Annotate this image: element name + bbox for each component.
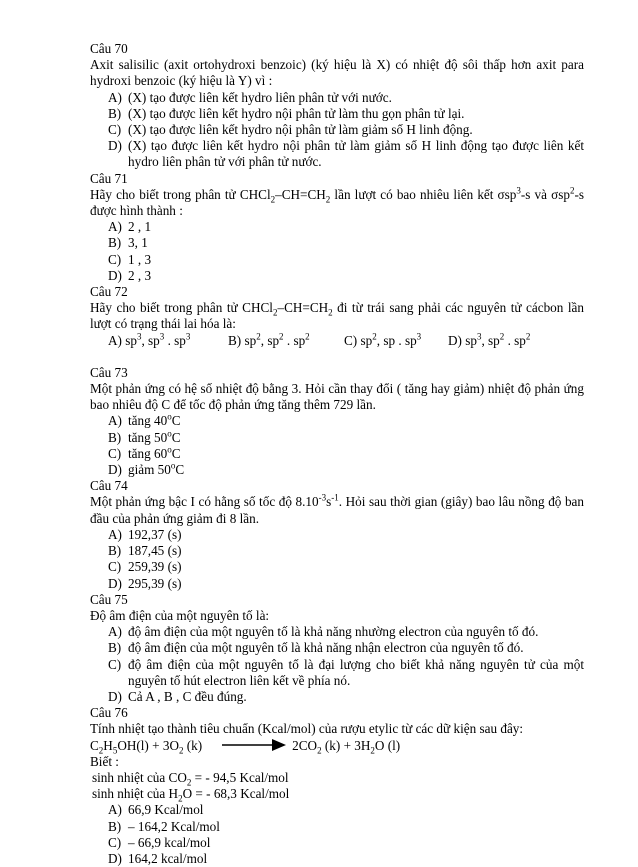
separator: , (376, 332, 384, 348)
question-75-option-b (108, 640, 584, 656)
question-70-option-b (108, 106, 584, 122)
subscript: 2 (370, 745, 375, 756)
question-73-option-b (108, 430, 584, 446)
superscript: 2 (256, 331, 261, 342)
question-72-option-a (108, 333, 228, 349)
option-text: (X) tạo được liên kết hydro nội phân tử làm giảm số H linh động tạo được liên kết hydro liên phân tử với phân tử nước. (128, 138, 584, 170)
question-76-option-d (108, 851, 584, 867)
option-text (128, 430, 584, 446)
separator: , (481, 332, 489, 348)
subscript: 2 (178, 745, 184, 756)
option-letter: B) (108, 818, 122, 834)
option-letter: C) (108, 559, 122, 575)
separator: . (164, 332, 175, 348)
question-72-stem (90, 300, 584, 332)
option-value: tăng 60 (128, 445, 168, 461)
option-value: giảm 50 (128, 462, 171, 478)
superscript: 2 (525, 331, 531, 342)
subscript: 2 (270, 194, 276, 205)
option-letter: D) (108, 462, 122, 478)
subscript: 2 (98, 745, 104, 756)
given-fact-h2o (92, 786, 584, 802)
degree-sign: o (170, 460, 176, 471)
equation-text: 2CO (292, 737, 318, 753)
option-text: 3, 1 (128, 235, 148, 251)
stem-text: -s và σsp (520, 186, 570, 202)
question-72-title: Câu 72 (90, 284, 128, 300)
subscript: 2 (178, 793, 183, 804)
option-text: độ âm điện của một nguyên tố là khả năng nhận electron của nguyên tố đó. (128, 640, 524, 656)
equation-text: (k) + 3H (321, 737, 371, 753)
option-text: sp (267, 332, 280, 348)
option-text (128, 413, 584, 429)
option-label: B) sp (228, 332, 257, 348)
option-letter: A) (108, 413, 122, 429)
stem-text: đi từ trái sang phải các nguyên tử cácbon lần lượt có trạng thái lai hóa là: (90, 300, 584, 332)
separator: . (395, 332, 405, 348)
subscript: 2 (325, 194, 331, 205)
question-71-option-b (108, 235, 584, 251)
option-letter: C) (108, 656, 122, 672)
degree-sign: o (167, 444, 172, 455)
option-unit: C (171, 429, 181, 445)
option-text: (X) tạo được liên kết hydro nội phân tử làm thu gọn phân tử lại. (128, 105, 465, 121)
superscript: 2 (569, 185, 575, 196)
option-letter: B) (108, 640, 122, 656)
option-letter: A) (108, 219, 122, 235)
question-74-option-b (108, 543, 584, 559)
question-71-option-c (108, 252, 584, 268)
option-unit: C (171, 413, 181, 429)
option-text (128, 462, 584, 478)
option-text (128, 446, 584, 462)
option-text: 2 , 1 (128, 219, 152, 235)
fact-text: O = - 68,3 Kcal/mol (182, 786, 290, 802)
option-text: 1 , 3 (128, 251, 152, 267)
option-text: sp (404, 332, 417, 348)
option-text: 192,37 (s) (128, 526, 182, 542)
option-letter: D) (108, 267, 122, 283)
superscript: -3 (318, 493, 327, 504)
question-70-option-d (108, 138, 584, 170)
question-74-option-c (108, 559, 584, 575)
equation-text: (k) (183, 737, 203, 753)
question-72-options (108, 333, 584, 349)
question-75-option-d (108, 689, 584, 705)
question-73-option-d (108, 462, 584, 478)
stem-text: -s được hình thành : (90, 186, 584, 219)
fact-text: sinh nhiệt của CO (92, 769, 187, 785)
option-letter: B) (108, 543, 122, 559)
option-letter: B) (108, 235, 122, 251)
question-74-stem (90, 494, 584, 526)
superscript: 3 (159, 331, 165, 342)
question-75-option-a (108, 624, 584, 640)
option-letter: C) (108, 445, 122, 461)
option-unit: C (175, 462, 185, 478)
question-70-title: Câu 70 (90, 41, 128, 56)
stem-text: Hãy cho biết trong phân tử CHCl (90, 300, 273, 316)
separator: . (504, 332, 515, 348)
option-letter: A) (108, 89, 122, 105)
separator: , (141, 332, 149, 348)
reaction-arrow-icon (222, 738, 286, 752)
option-letter: B) (108, 105, 122, 121)
question-70-option-a (108, 90, 584, 106)
question-76-option-b (108, 819, 584, 835)
question-74-option-a (108, 527, 584, 543)
option-value: tăng 40 (128, 413, 168, 429)
question-71-stem (90, 187, 584, 219)
equation-text: OH(l) + 3O (117, 737, 179, 753)
question-72-option-b (228, 333, 344, 349)
option-text: Cả A , B , C đều đúng. (128, 688, 247, 704)
equation-text: H (103, 737, 113, 753)
separator: . (283, 332, 294, 348)
option-text: sp (174, 332, 186, 348)
superscript: 2 (279, 331, 284, 342)
option-letter: A) (108, 802, 122, 818)
given-label: Biết : (90, 753, 119, 769)
question-71-option-d (108, 268, 584, 284)
option-text: sp (514, 332, 526, 348)
stem-text: Một phản ứng bậc I có hằng số tốc độ 8.10 (90, 494, 319, 510)
option-text: 259,39 (s) (128, 559, 182, 575)
question-73-title: Câu 73 (90, 364, 128, 380)
question-72-option-c (344, 333, 448, 349)
fact-text: = - 94,5 Kcal/mol (191, 769, 289, 785)
blank-line (90, 349, 584, 365)
superscript: 3 (185, 331, 191, 342)
option-text: 187,45 (s) (128, 543, 182, 559)
given-fact-co2 (92, 770, 584, 786)
option-text: sp (488, 332, 500, 348)
option-letter: D) (108, 575, 122, 591)
option-text: – 66,9 kcal/mol (128, 834, 211, 850)
question-73-stem: Một phản ứng có hệ số nhiệt độ bằng 3. Hỏi cần thay đổi ( tăng hay giảm) nhiệt độ phản ứng bao nhiêu độ C để tốc độ phản ứng tăng thêm 729 lần. (90, 381, 584, 413)
reaction-equation (90, 738, 584, 754)
stem-text: s (326, 494, 332, 510)
question-76-option-c (108, 835, 584, 851)
option-letter: A) (108, 624, 122, 640)
subscript: 5 (112, 745, 118, 756)
option-letter: C) (108, 834, 122, 850)
question-74-title: Câu 74 (90, 478, 128, 494)
option-text: sp (293, 332, 306, 348)
question-70-stem: Axit salisilic (axit ortohydroxi benzoic) (ký hiệu là X) có nhiệt độ sôi thấp hơn axit para hydroxi benzoic (ký hiệu là Y) vì : (90, 57, 584, 89)
question-71-title: Câu 71 (90, 170, 128, 186)
question-74-option-d (108, 576, 584, 592)
question-73-option-a (108, 413, 584, 429)
option-value: tăng 50 (128, 429, 168, 445)
equation-text: C (90, 737, 99, 753)
question-71-option-a (108, 219, 584, 235)
superscript: 3 (476, 331, 482, 342)
question-76-stem: Tính nhiệt tạo thành tiêu chuẩn (Kcal/mol) của rượu etylic từ các dữ kiện sau đây: (90, 721, 524, 737)
superscript: -1 (331, 493, 339, 504)
superscript: 3 (516, 185, 521, 196)
subscript: 2 (328, 307, 333, 318)
option-text: 66,9 Kcal/mol (128, 802, 204, 818)
question-76-option-a (108, 802, 584, 818)
document-page (90, 41, 584, 867)
option-letter: A) (108, 526, 122, 542)
question-75-stem: Độ âm điện của một nguyên tố là: (90, 607, 270, 623)
superscript: 2 (372, 331, 377, 342)
stem-text: –CH=CH (277, 300, 329, 316)
option-label: C) sp (344, 332, 373, 348)
option-label: A) sp (108, 332, 137, 348)
subscript: 2 (272, 307, 278, 318)
option-text: sp (383, 332, 396, 348)
option-text: 295,39 (s) (128, 575, 182, 591)
option-text: sp (148, 332, 160, 348)
option-text: 2 , 3 (128, 267, 152, 283)
option-text: độ âm điện của một nguyên tố là khả năng nhường electron của nguyên tố đó. (128, 624, 539, 640)
superscript: 2 (305, 331, 310, 342)
option-text: – 164,2 Kcal/mol (128, 818, 220, 834)
option-letter: D) (108, 850, 122, 866)
stem-text: –CH=CH (275, 186, 326, 202)
fact-text: sinh nhiệt của H (92, 786, 179, 802)
superscript: 2 (499, 331, 505, 342)
question-70-option-c (108, 122, 584, 138)
option-letter: C) (108, 122, 122, 138)
equation-text: O (l) (374, 737, 401, 753)
degree-sign: o (167, 428, 172, 439)
option-letter: D) (108, 138, 122, 154)
question-76-title: Câu 76 (90, 705, 128, 721)
option-text: (X) tạo được liên kết hydro nội phân tử làm giảm số H linh động. (128, 122, 473, 138)
question-75-option-c (108, 657, 584, 689)
option-letter: B) (108, 429, 122, 445)
option-label: D) sp (448, 332, 477, 348)
subscript: 2 (317, 745, 322, 756)
stem-text: Hãy cho biết trong phân tử CHCl (90, 186, 271, 202)
option-text: 164,2 kcal/mol (128, 850, 208, 866)
option-unit: C (171, 445, 181, 461)
question-73-option-c (108, 446, 584, 462)
stem-text: lần lượt có bao nhiêu liên kết σsp (330, 186, 517, 202)
separator: , (260, 332, 268, 348)
superscript: 3 (136, 331, 142, 342)
superscript: 3 (416, 331, 422, 342)
question-72-option-d (448, 333, 530, 349)
option-letter: D) (108, 688, 122, 704)
option-letter: C) (108, 251, 122, 267)
stem-text: . Hỏi sau thời gian (giây) bao lâu nồng độ ban đầu của phản ứng giảm đi 8 lần. (90, 494, 584, 526)
degree-sign: o (167, 412, 172, 423)
question-75-title: Câu 75 (90, 591, 128, 607)
subscript: 2 (186, 777, 192, 788)
option-text: (X) tạo được liên kết hydro liên phân tử với nước. (128, 89, 392, 105)
option-text: độ âm điện của một nguyên tố là đại lượng cho biết khả năng nguyên tử của một nguyên tố hút electron liên kết về phía nó. (128, 656, 584, 688)
